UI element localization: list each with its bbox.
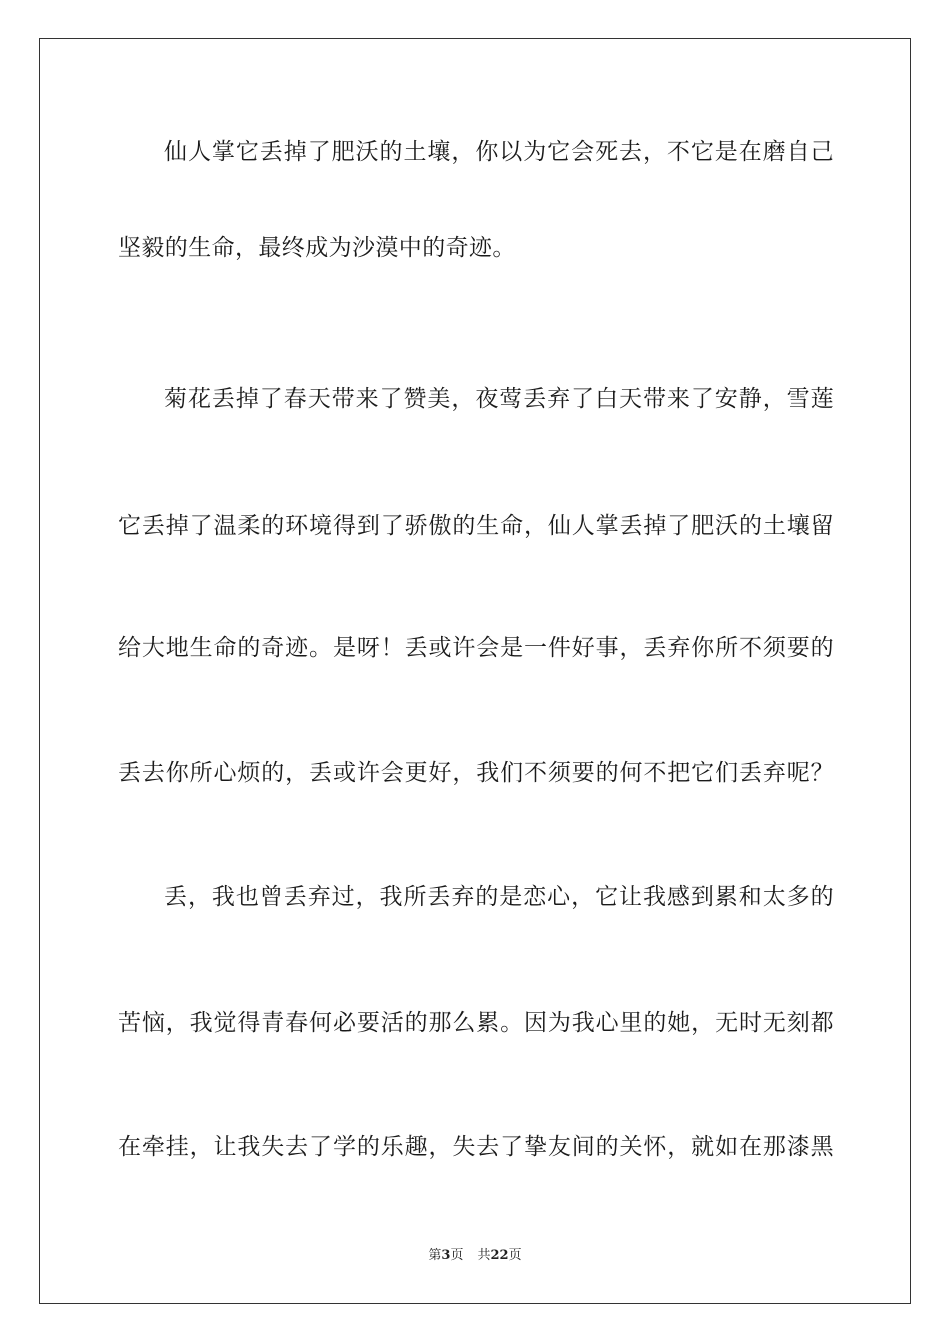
text-line-3: 菊花丢掉了春天带来了赞美，夜莺丢弃了白天带来了安静，雪莲 (164, 386, 834, 412)
page-suffix: 页 (450, 1248, 464, 1263)
page-border (39, 38, 911, 1304)
total-suffix: 页 (508, 1248, 522, 1263)
total-prefix: 共 (477, 1248, 491, 1263)
page-number: 3 (441, 1248, 451, 1263)
text-line-9: 在牵挂，让我失去了学的乐趣，失去了挚友间的关怀，就如在那漆黑 (118, 1134, 834, 1160)
text-line-7: 丢，我也曾丢弃过，我所丢弃的是恋心，它让我感到累和太多的 (164, 884, 834, 910)
text-line-6: 丢去你所心烦的，丢或许会更好，我们不须要的何不把它们丢弃呢？ (118, 760, 834, 786)
page-footer (0, 1246, 950, 1266)
text-line-1: 仙人掌它丢掉了肥沃的土壤，你以为它会死去，不它是在磨自己 (164, 139, 834, 165)
total-pages: 22 (490, 1248, 509, 1263)
text-line-5: 给大地生命的奇迹。是呀！丢或许会是一件好事，丢弃你所不须要的 (118, 635, 834, 661)
text-line-4: 它丢掉了温柔的环境得到了骄傲的生命，仙人掌丢掉了肥沃的土壤留 (118, 513, 834, 539)
page-prefix: 第 (428, 1248, 442, 1263)
text-line-2: 坚毅的生命，最终成为沙漠中的奇迹。 (118, 235, 516, 261)
text-line-8: 苦恼，我觉得青春何必要活的那么累。因为我心里的她，无时无刻都 (118, 1010, 834, 1036)
